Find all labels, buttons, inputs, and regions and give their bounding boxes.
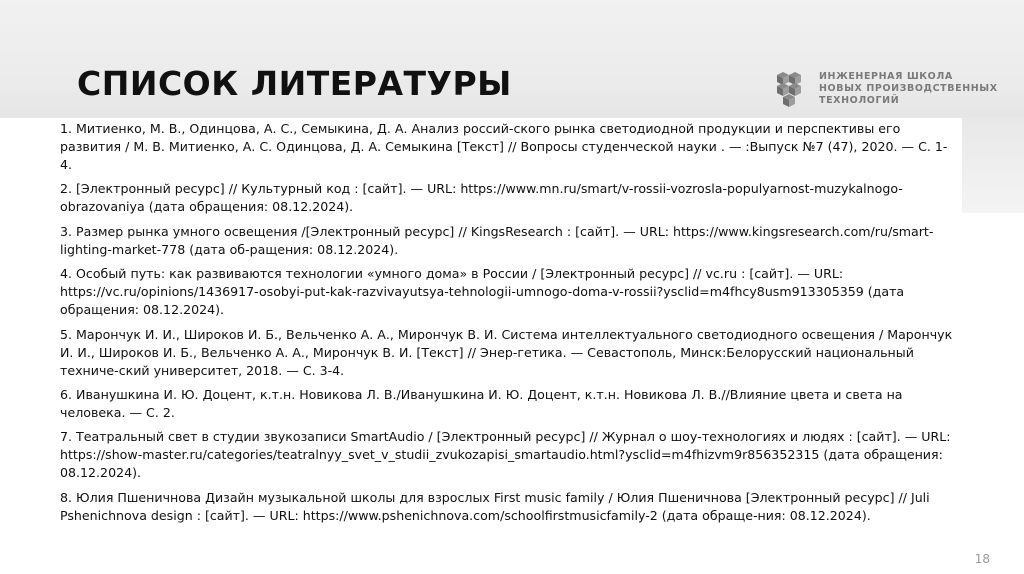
school-logo xyxy=(773,68,1013,110)
logo-line-1: ИНЖЕНЕРНАЯ ШКОЛА xyxy=(819,71,953,82)
logo-line-3: ТЕХНОЛОГИЙ xyxy=(819,95,900,106)
reference-item: 2. [Электронный ресурс] // Культурный код : [сайт]. — URL: https://www.mn.ru/smart/v-rossii-vozrosla-populyarnost-muzykalnogo-obrazovaniya (дата обращения: 08.12.2024). xyxy=(60,181,903,215)
cube-stack-icon xyxy=(773,69,809,109)
page-title: СПИСОК ЛИТЕРАТУРЫ xyxy=(77,64,512,103)
decorative-side-band xyxy=(962,118,1024,213)
reference-item: 4. Особый путь: как развиваются технологии «умного дома» в России / [Электронный ресурс] // vc.ru : [сайт]. — URL: https://vc.ru/opinions/1436917-osobyi-put-kak-razvivayutsya-tehnologii-umnogo-doma-v-rossii?ysclid=m4fhcy8usm913305359 (дата обращения: 08.12.2024). xyxy=(60,266,905,318)
reference-item: 6. Иванушкина И. Ю. Доцент, к.т.н. Новикова Л. В./Иванушкина И. Ю. Доцент, к.т.н. Новикова Л. В.//Влияние цвета и света на человека. — С. 2. xyxy=(60,386,903,420)
reference-item: 8. Юлия Пшеничнова Дизайн музыкальной школы для взрослых First music family / Юлия Пшеничнова [Электронный ресурс] // Juli Pshenichnova design : [сайт]. — URL: https://www.pshenichnova.com/schoolfirstmusicfamily-2 (дата обраще-ния: 08.12.2024). xyxy=(60,489,930,523)
page-number: 18 xyxy=(974,552,990,566)
logo-line-2: НОВЫХ ПРОИЗВОДСТВЕННЫХ xyxy=(819,83,998,94)
logo-text xyxy=(819,71,998,107)
reference-list xyxy=(60,120,955,531)
reference-item: 7. Театральный свет в студии звукозаписи SmartAudio / [Электронный ресурс] // Журнал о шоу-технологиях и людях : [сайт]. — URL: https://show-master.ru/categories/teatralnyy_svet_v_studii_zvukozapisi_smartaudio.html?ysclid=m4fhizvm9r856352315 (дата обращения: 08.12.2024). xyxy=(60,429,951,481)
reference-item: 3. Размер рынка умного освещения /[Электронный ресурс] // KingsResearch : [сайт]. — URL: https://www.kingsresearch.com/ru/smart-lighting-market-778 (дата об-ращения: 08.12.2024). xyxy=(60,223,934,257)
reference-item: 1. Митиенко, М. В., Одинцова, А. С., Семыкина, Д. А. Анализ россий-ского рынка светодиодной продукции и перспективы его развития / М. В. Митиенко, А. С. Одинцова, Д. А. Семыкина [Текст] // Вопросы студенческой науки . — :Выпуск №7 (47), 2020. — С. 1-4. xyxy=(60,121,948,172)
reference-item: 5. Марончук И. И., Широков И. Б., Вельченко А. А., Мирончук В. И. Система интеллектуального светодиодного освещения / Марончук И. И., Широков И. Б., Вельченко А. А., Мирончук В. И. [Текст] // Энер-гетика. — Севастополь, Минск:Белорусский национальный техниче-ский университет, 2018. — С. 3-4. xyxy=(60,326,953,378)
